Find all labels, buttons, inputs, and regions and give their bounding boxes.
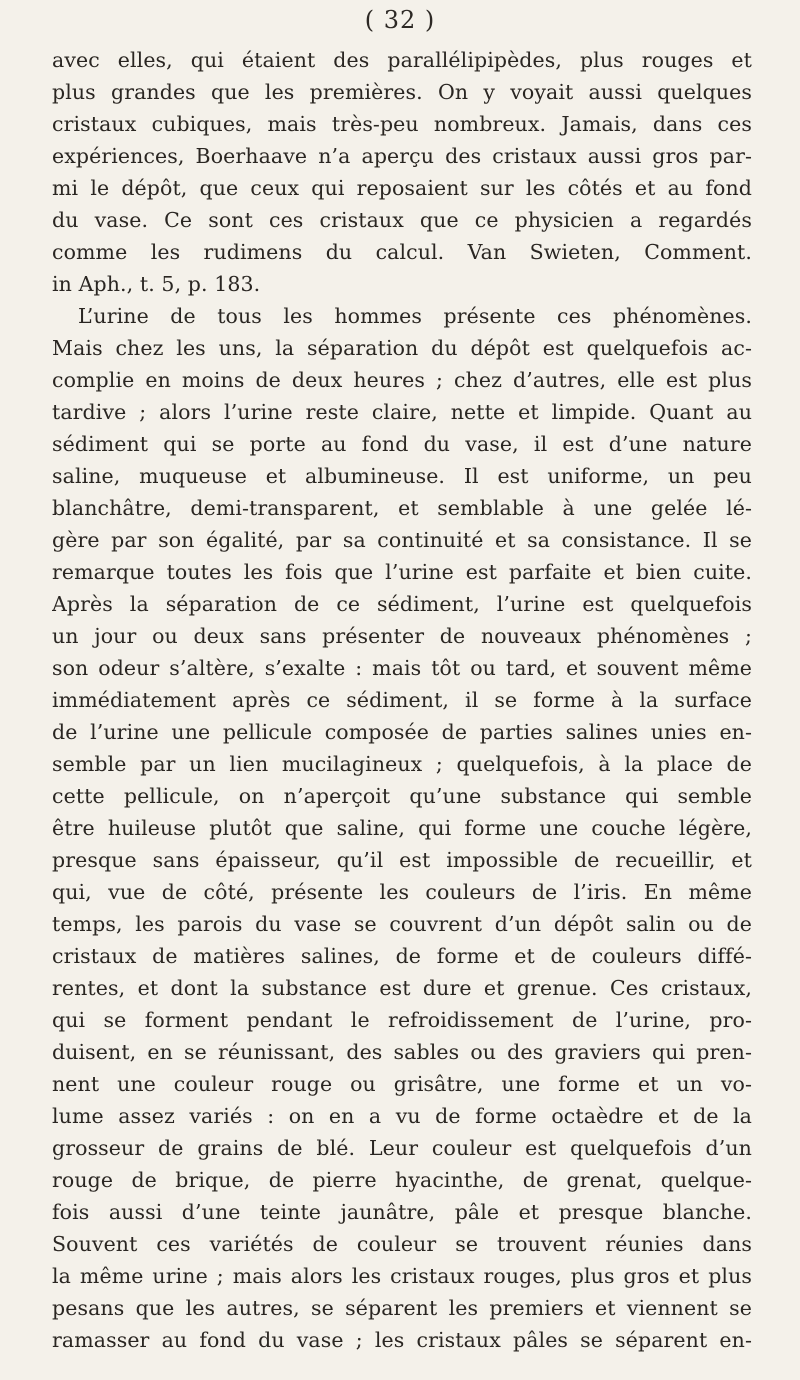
text-line: expériences, Boerhaave n’a aperçu des cristaux aussi gros par- xyxy=(52,144,752,168)
text-line: complie en moins de deux heures ; chez d’autres, elle est plus xyxy=(52,368,752,392)
text-line: nent une couleur rouge ou grisâtre, une forme et un vo- xyxy=(52,1072,752,1096)
text-line: son odeur s’altère, s’exalte : mais tôt ou tard, et souvent même xyxy=(52,656,752,680)
text-line: blanchâtre, demi-transparent, et semblable à une gelée lé- xyxy=(52,496,752,520)
text-line: qui, vue de côté, présente les couleurs de l’iris. En même xyxy=(52,880,752,904)
text-line: pesans que les autres, se séparent les premiers et viennent se xyxy=(52,1296,752,1320)
text-line: grosseur de grains de blé. Leur couleur est quelquefois d’un xyxy=(52,1136,752,1160)
text-line: immédiatement après ce sédiment, il se forme à la surface xyxy=(52,688,752,712)
text-line: rentes, et dont la substance est dure et grenue. Ces cristaux, xyxy=(52,976,752,1000)
body-text xyxy=(52,44,752,1356)
text-line: in Aph., t. 5, p. 183. xyxy=(52,272,261,296)
text-line: comme les rudimens du calcul. Van Swieten, Comment. xyxy=(52,240,752,264)
text-line: duisent, en se réunissant, des sables ou des graviers qui pren- xyxy=(52,1040,752,1064)
text-line: mi le dépôt, que ceux qui reposaient sur les côtés et au fond xyxy=(52,176,752,200)
text-line: la même urine ; mais alors les cristaux rouges, plus gros et plus xyxy=(52,1264,752,1288)
text-line: être huileuse plutôt que saline, qui forme une couche légère, xyxy=(52,816,752,840)
text-line: cristaux de matières salines, de forme et de couleurs diffé- xyxy=(52,944,752,968)
text-line: tardive ; alors l’urine reste claire, nette et limpide. Quant au xyxy=(52,400,752,424)
text-line: du vase. Ce sont ces cristaux que ce physicien a regardés xyxy=(52,208,752,232)
text-line: lume assez variés : on en a vu de forme octaèdre et de la xyxy=(52,1104,752,1128)
text-line: un jour ou deux sans présenter de nouveaux phénomènes ; xyxy=(52,624,752,648)
text-line: plus grandes que les premières. On y voyait aussi quelques xyxy=(52,80,752,104)
text-line: avec elles, qui étaient des parallélipipèdes, plus rouges et xyxy=(52,48,752,72)
text-line: Souvent ces variétés de couleur se trouvent réunies dans xyxy=(52,1232,752,1256)
text-line: rouge de brique, de pierre hyacinthe, de grenat, quelque- xyxy=(52,1168,752,1192)
page-number: ( 32 ) xyxy=(364,6,436,34)
text-line: de l’urine une pellicule composée de parties salines unies en- xyxy=(52,720,752,744)
text-line: cette pellicule, on n’aperçoit qu’une substance qui semble xyxy=(52,784,752,808)
text-line: fois aussi d’une teinte jaunâtre, pâle et presque blanche. xyxy=(52,1200,752,1224)
text-line: L’urine de tous les hommes présente ces phénomènes. xyxy=(78,304,752,328)
text-line: qui se forment pendant le refroidissement de l’urine, pro- xyxy=(52,1008,752,1032)
text-line: semble par un lien mucilagineux ; quelquefois, à la place de xyxy=(52,752,752,776)
text-line: cristaux cubiques, mais très-peu nombreux. Jamais, dans ces xyxy=(52,112,752,136)
text-line: gère par son égalité, par sa continuité et sa consistance. Il se xyxy=(52,528,752,552)
text-line: Après la séparation de ce sédiment, l’urine est quelquefois xyxy=(52,592,752,616)
text-line: presque sans épaisseur, qu’il est impossible de recueillir, et xyxy=(52,848,752,872)
text-line: temps, les parois du vase se couvrent d’un dépôt salin ou de xyxy=(52,912,752,936)
text-line: remarque toutes les fois que l’urine est parfaite et bien cuite. xyxy=(52,560,752,584)
text-line: Mais chez les uns, la séparation du dépôt est quelquefois ac- xyxy=(52,336,752,360)
text-line: saline, muqueuse et albumineuse. Il est uniforme, un peu xyxy=(52,464,752,488)
text-line: sédiment qui se porte au fond du vase, il est d’une nature xyxy=(52,432,752,456)
text-line: ramasser au fond du vase ; les cristaux pâles se séparent en- xyxy=(52,1328,752,1352)
